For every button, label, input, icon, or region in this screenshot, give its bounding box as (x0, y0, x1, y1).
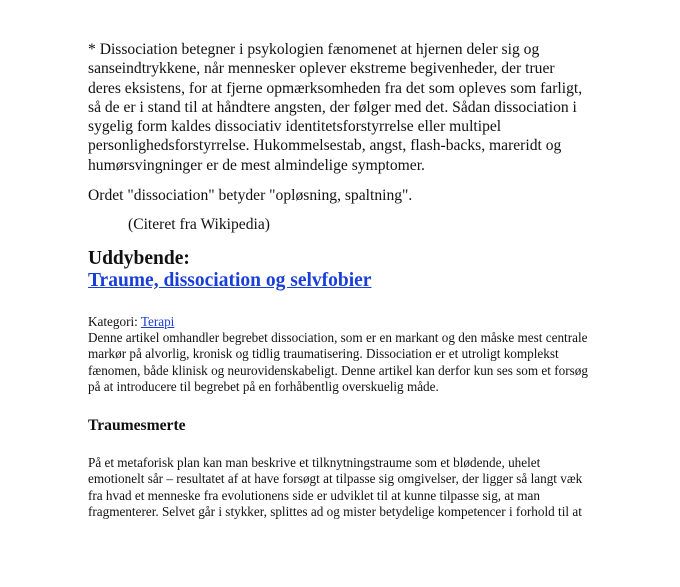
definition-line: humørsvingninger er de mest almindelige symptomer. (88, 156, 425, 174)
article-title (88, 270, 598, 292)
article-body (88, 455, 598, 520)
definition-line: sygelig form kaldes dissociativ identitetsforstyrrelse eller multipel (88, 118, 502, 136)
citation: (Citeret fra Wikipedia) (128, 216, 270, 234)
page-content (88, 40, 598, 520)
definition-line: * Dissociation betegner i psykologien fænomenet at hjernen deler sig og (88, 41, 540, 58)
section-heading: Uddybende: (88, 247, 190, 269)
definition-line: deres eksistens, for at fjerne opmærksomheden fra det som opleves som farligt, (88, 79, 583, 97)
body-line: fragmenterer. Selvet går i stykker, splittes ad og mister betydelige kompetencer i forhold til at (88, 504, 582, 520)
intro-line: fænomen, både klinisk og neurovidenskabeligt. Denne artikel kan derfor kun ses som et forsøg (88, 362, 588, 378)
article-title-link[interactable]: Traume, dissociation og selvfobier (88, 269, 372, 291)
definition-line: så de er i stand til at håndtere angsten, der følger med det. Sådan dissociation i (88, 98, 577, 116)
definition-line: sanseindtrykkene, når mennesker oplever ekstreme begivenheder, der truer (88, 60, 555, 78)
subheading-traumesmerte: Traumesmerte (88, 417, 186, 435)
article-intro (88, 330, 598, 395)
intro-line: markør på alvorlig, kronisk og tidlig traumatisering. Dissociation er et utroligt komplekst (88, 346, 559, 362)
word-meaning: Ordet "dissociation" betyder "opløsning, spaltning". (88, 187, 413, 205)
body-line: På et metaforisk plan kan man beskrive et tilknytningstraume som et blødende, uhelet (88, 455, 541, 471)
category-line (88, 314, 598, 330)
intro-line: på at introducere til begrebet på en forhåbentlig overskuelig måde. (88, 378, 439, 394)
category-link[interactable]: Terapi (140, 313, 175, 329)
definition-line: personlighedsforstyrrelse. Hukommelsestab, angst, flash-backs, mareridt og (88, 137, 562, 155)
body-line: emotionelt sår – resultatet af at have forsøgt at tilpasse sig omgivelser, der ligger så langt væk (88, 471, 583, 487)
intro-line: Denne artikel omhandler begrebet dissociation, som er en markant og den måske mest centrale (88, 329, 588, 345)
definition-paragraph (88, 40, 598, 175)
category-label: Kategori: (88, 313, 141, 329)
body-line: fra hvad et menneske fra evolutionens side er udviklet til at kunne tilpasse sig, at man (88, 487, 540, 503)
